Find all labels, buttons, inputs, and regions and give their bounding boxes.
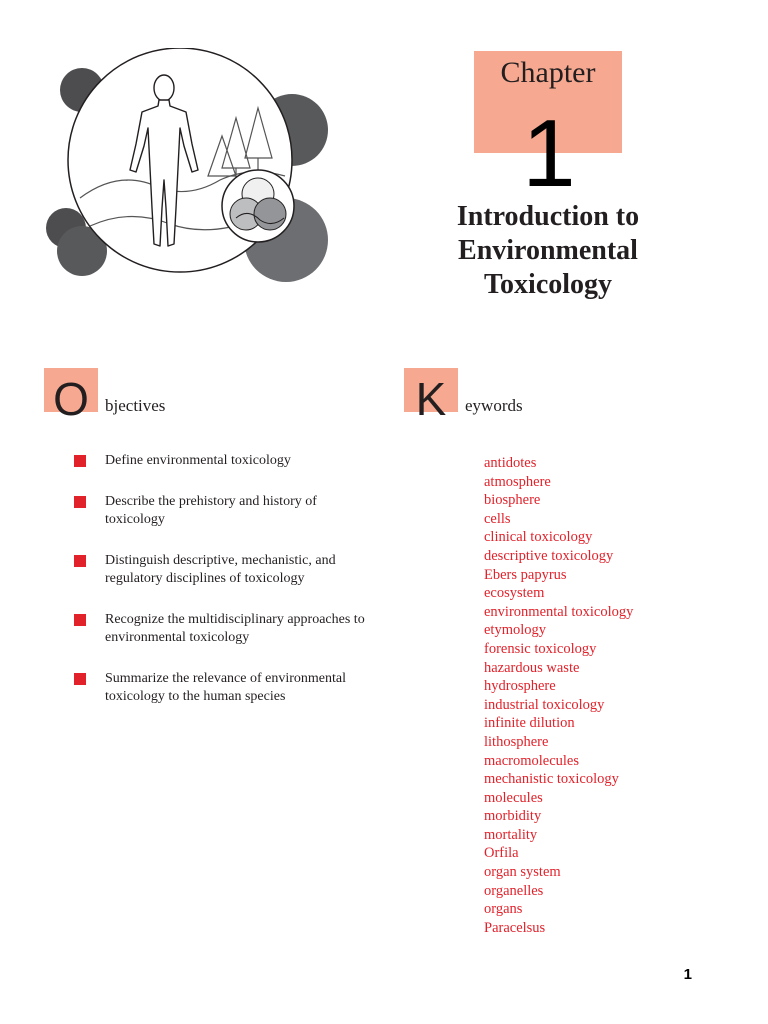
- objective-item: [74, 670, 374, 706]
- keyword-item: lithosphere: [484, 733, 549, 750]
- keyword-item: clinical toxicology: [484, 529, 593, 546]
- bullet-square-icon: [74, 496, 86, 508]
- keyword-item: morbidity: [484, 808, 542, 825]
- objective-item: [74, 552, 374, 588]
- chapter-title-line: Introduction to: [456, 201, 640, 232]
- keyword-item: forensic toxicology: [484, 640, 597, 657]
- chapter-title-line: Environmental: [458, 235, 638, 266]
- keyword-item: hydrosphere: [484, 678, 556, 695]
- keyword-item: atmosphere: [484, 473, 551, 490]
- globe-inset-icon: [222, 170, 294, 242]
- keyword-item: hazardous waste: [484, 659, 580, 676]
- objectives-initial: O: [53, 373, 89, 425]
- objectives-heading: [44, 368, 244, 425]
- keyword-item: industrial toxicology: [484, 696, 605, 713]
- keyword-item: ecosystem: [484, 585, 545, 602]
- objective-item: [74, 452, 374, 470]
- keyword-item: organs: [484, 901, 523, 918]
- keyword-item: etymology: [484, 622, 547, 639]
- keyword-item: Ebers papyrus: [484, 566, 567, 583]
- bullet-square-icon: [74, 555, 86, 567]
- keyword-item: infinite dilution: [484, 715, 575, 732]
- keyword-item: organ system: [484, 864, 561, 881]
- objectives-heading-text: bjectives: [105, 396, 166, 415]
- keywords-list: [484, 454, 633, 937]
- keyword-item: descriptive toxicology: [484, 547, 614, 564]
- keyword-item: molecules: [484, 789, 543, 806]
- keyword-item: mechanistic toxicology: [484, 771, 619, 788]
- keyword-item: cells: [484, 510, 511, 527]
- keywords-initial: K: [415, 373, 447, 425]
- keyword-item: environmental toxicology: [484, 603, 634, 620]
- bullet-square-icon: [74, 614, 86, 626]
- chapter-illustration: [40, 48, 330, 288]
- chapter-box: [474, 51, 622, 207]
- keywords-heading: [404, 368, 604, 425]
- objective-text: Describe the prehistory and history of toxicology: [105, 494, 317, 527]
- objective-text: Distinguish descriptive, mechanistic, and regulatory disciplines of toxicology: [105, 553, 336, 586]
- chapter-title-line: Toxicology: [483, 269, 613, 300]
- keyword-item: biosphere: [484, 492, 541, 509]
- keyword-item: Orfila: [484, 845, 519, 862]
- objective-text: Recognize the multidisciplinary approaches to environmental toxicology: [105, 612, 365, 645]
- keyword-item: mortality: [484, 826, 538, 843]
- chapter-label: Chapter: [500, 56, 596, 89]
- objective-item: [74, 493, 374, 529]
- keyword-item: antidotes: [484, 455, 537, 471]
- objectives-list: [74, 452, 374, 729]
- chapter-title: [420, 200, 676, 302]
- keyword-item: Paracelsus: [484, 919, 546, 936]
- bullet-square-icon: [74, 455, 86, 467]
- objective-item: [74, 611, 374, 647]
- objective-text: Define environmental toxicology: [105, 453, 291, 468]
- keywords-heading-text: eywords: [465, 396, 523, 415]
- bullet-square-icon: [74, 673, 86, 685]
- objective-text: Summarize the relevance of environmental toxicology to the human species: [105, 671, 347, 704]
- keyword-item: macromolecules: [484, 752, 580, 769]
- chapter-number: 1: [522, 100, 574, 207]
- keyword-item: organelles: [484, 882, 544, 899]
- page-number: 1: [683, 966, 692, 983]
